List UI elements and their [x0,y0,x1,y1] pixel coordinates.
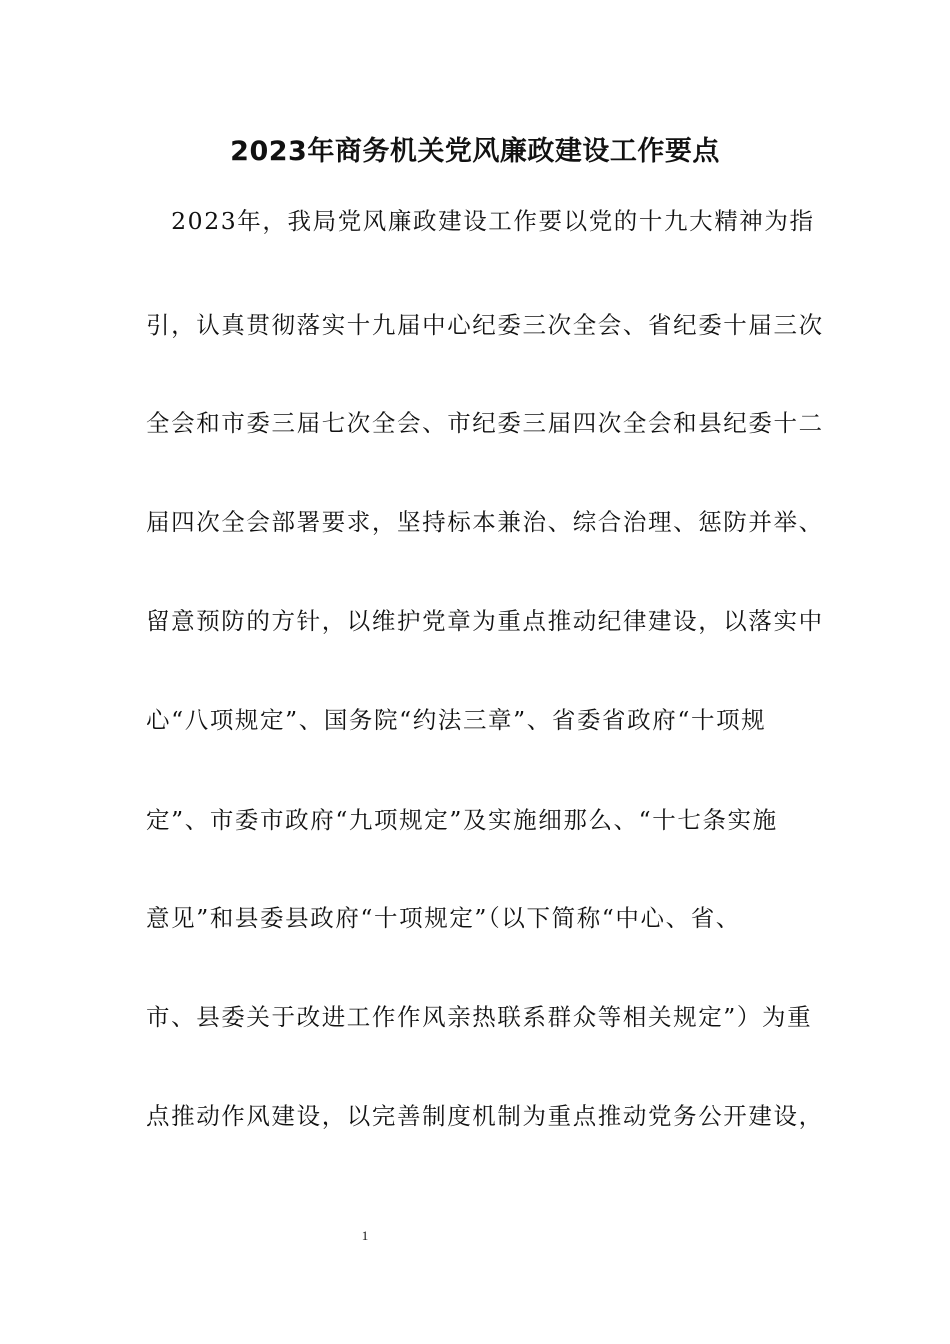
paragraph-line: 全会和市委三届七次全会、市纪委三届四次全会和县纪委十二 [146,409,824,437]
paragraph-line: 定”、市委市政府“九项规定”及实施细那么、“十七条实施 [146,806,778,834]
page-number: 1 [361,1228,369,1243]
paragraph-line: 意见”和县委县政府“十项规定”（以下简称“中心、省、 [146,904,741,932]
paragraph-line: 市、县委关于改进工作作风亲热联系群众等相关规定”）为重 [146,1003,813,1031]
paragraph-line: 留意预防的方针，以维护党章为重点推动纪律建设，以落实中 [146,607,824,635]
paragraph-line: 点推动作风建设，以完善制度机制为重点推动党务公开建设， [146,1102,824,1130]
document-title: 2023年商务机关党风廉政建设工作要点 [230,136,720,167]
paragraph-line: 心“八项规定”、国务院“约法三章”、省委省政府“十项规 [146,706,767,734]
paragraph-line: 引，认真贯彻落实十九届中心纪委三次全会、省纪委十届三次 [146,311,824,339]
paragraph-line: 2023年，我局党风廉政建设工作要以党的十九大精神为指 [146,207,815,235]
paragraph-line: 届四次全会部署要求，坚持标本兼治、综合治理、惩防并举、 [146,508,824,536]
